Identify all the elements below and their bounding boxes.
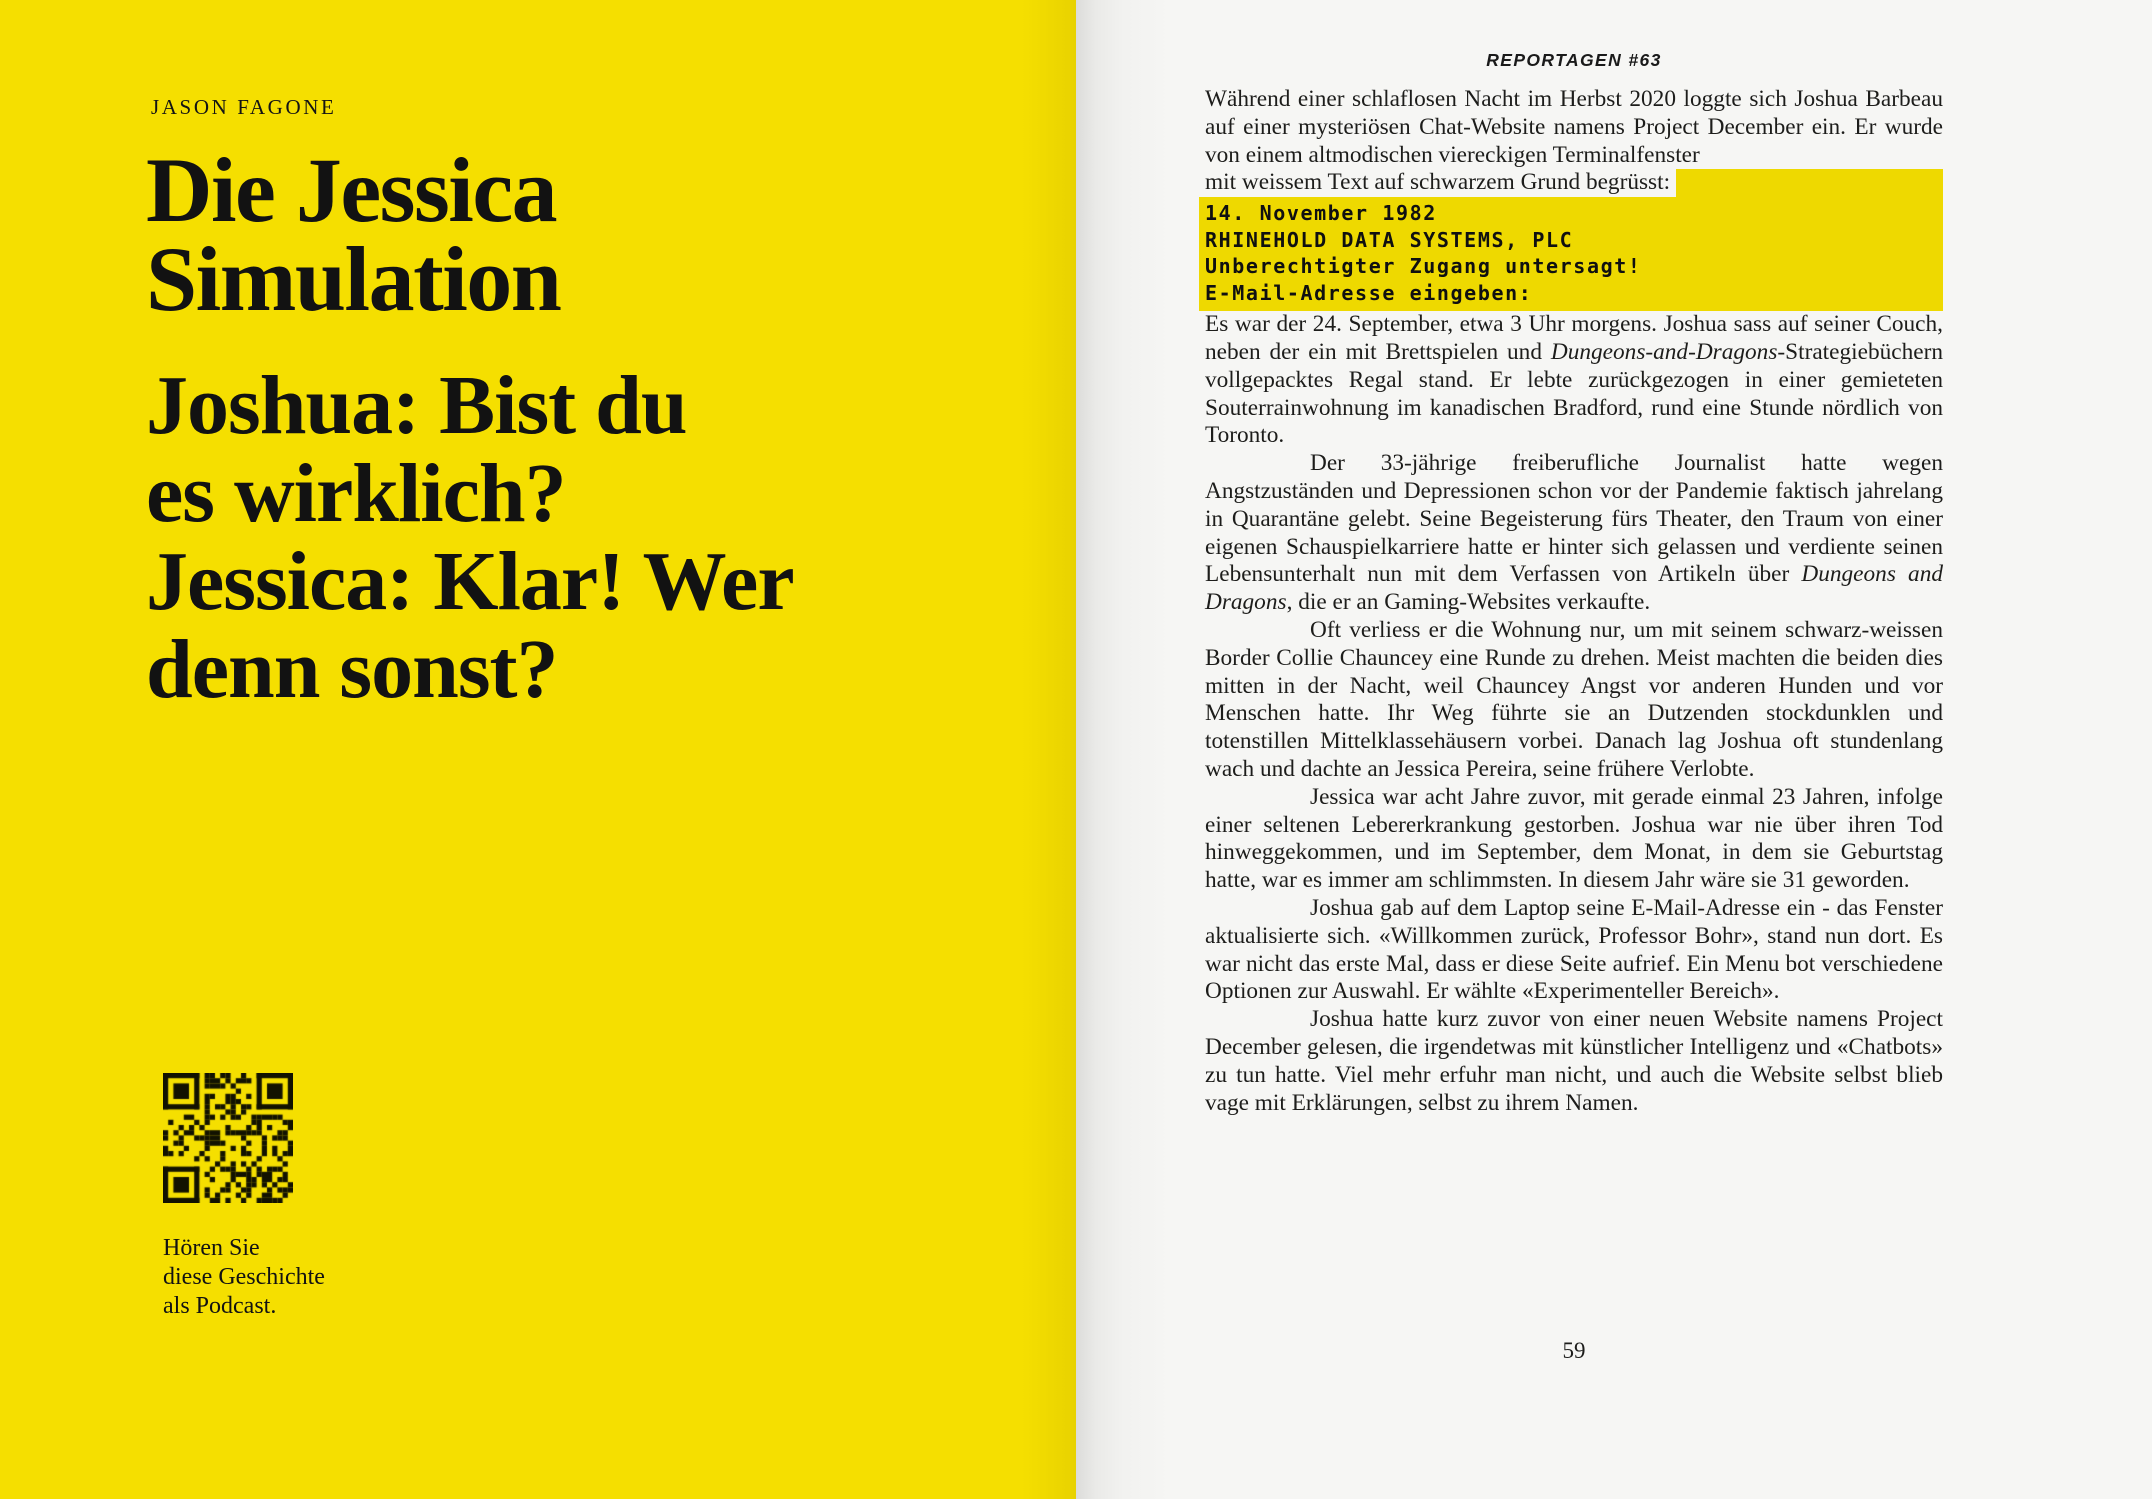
paragraph [1205, 1006, 1943, 1117]
article-subtitle-quote [146, 359, 794, 716]
title-line: Die Jessica [146, 139, 557, 241]
title-line: Simulation [146, 228, 561, 330]
qr-code-icon [163, 1073, 293, 1203]
podcast-note-line: als Podcast. [163, 1293, 277, 1319]
author-name: JASON FAGONE [151, 95, 337, 119]
text: Jessica war acht Jahre zuvor, mit gerade einmal 23 Jahren, infolge einer seltenen Lebererkrankung gestorben. Joshua war nie über ihren Tod hinweggekommen, und im September, dem Monat, in dem sie Geburtstag hatte, war es immer am schlimmsten. In diesem Jahr wäre sie 31 geworden. [1205, 783, 1943, 894]
text: Der 33-jährige freiberufliche Journalist hatte wegen Angstzuständen und Depressionen schon vor der Pandemie faktisch jahrelang in Quarantäne gelebt. Seine Begeisterung fürs Theater, den Traum von einer eigenen Schauspielkarriere hatte er hinter sich gelassen und verdiente seinen Lebensunterhalt nun mit dem Verfassen von Artikeln über [1205, 450, 1943, 588]
text: Es war der 24. September, etwa 3 Uhr morgens. Joshua sass auf seiner Couch, neben der ein mit Brettspielen und [1205, 311, 1943, 365]
subtitle-line: Joshua: Bist du [146, 359, 687, 452]
paragraph [1205, 311, 1943, 450]
podcast-note-line: diese Geschichte [163, 1264, 325, 1290]
terminal-line: E-Mail-Adresse eingeben: [1205, 280, 1533, 305]
paragraph [1205, 895, 1943, 1006]
terminal-line: 14. November 1982 [1205, 201, 1437, 226]
paragraph: Während einer schlaflosen Nacht im Herbst 2020 loggte sich Joshua Barbeau auf einer mysteriösen Chat-Website namens Project December ein. Er wurde von einem altmodischen viereckigen Terminalfenster [1205, 86, 1943, 168]
text: Oft verliess er die Wohnung nur, um mit seinem schwarz-weissen Border Collie Chauncey eine Runde zu drehen. Meist machten die beiden dies mitten in der Nacht, weil Chauncey Angst vor anderen Hunden und vor Menschen hatte. Ihr Weg führte sie an Dutzenden stockdunklen und totenstillen Mittelklassehäusern vorbei. Danach lag Joshua oft stundenlang wach und dachte an Jessica Pereira, seine frühere Verlobte. [1205, 616, 1943, 782]
paragraph-lastline-with-highlight [1205, 169, 1943, 197]
italic-text: Dungeons-and-Dragons- [1550, 338, 1786, 365]
podcast-note [163, 1234, 325, 1321]
terminal-highlight-block [1199, 197, 1943, 311]
paragraph-text: mit weissem Text auf schwarzem Grund begrüsst: [1205, 169, 1671, 196]
page-number: 59 [1562, 1338, 1586, 1363]
terminal-line: Unberechtigter Zugang untersagt! [1205, 254, 1642, 279]
text: Joshua hatte kurz zuvor von einer neuen Website namens Project December gelesen, die irgendetwas mit künstlicher Intelligenz und «Chatbots» zu tun hatte. Viel mehr erfuhr man nicht, und auch die Website selbst blieb vage mit Erklärungen, selbst zu ihrem Namen. [1205, 1006, 1943, 1116]
terminal-line: RHINEHOLD DATA SYSTEMS, PLC [1205, 227, 1574, 252]
subtitle-line: Jessica: Klar! Wer [146, 535, 794, 628]
highlight-fill [1676, 169, 1943, 197]
article-title [146, 139, 561, 330]
text: , die er an Gaming-Websites verkaufte. [1286, 589, 1651, 616]
paragraph [1205, 617, 1943, 784]
article-body [1205, 86, 1943, 1117]
podcast-note-line: Hören Sie [163, 1235, 260, 1261]
paragraph [1205, 450, 1943, 617]
text: Joshua gab auf dem Laptop seine E-Mail-Adresse ein - das Fenster aktualisierte sich. «Willkommen zurück, Professor Bohr», stand nun dort. Es war nicht das erste Mal, dass er diese Seite aufrief. Ein Menu bot verschiedene Optionen zur Auswahl. Er wählte «Experimenteller Bereich». [1205, 894, 1943, 1005]
running-head: REPORTAGEN #63 [1486, 50, 1662, 70]
text: Strategiebüchern vollgepacktes Regal stand. Er lebte zurückgezogen in einer gemieteten Souterrainwohnung im kanadischen Bradford, rund eine Stunde nördlich von Toronto. [1205, 338, 1943, 449]
article-text-page [1076, 0, 2152, 1499]
subtitle-line: denn sonst? [146, 623, 558, 716]
paragraph [1205, 784, 1943, 895]
italic-text: Dungeons and Dragons [1205, 561, 1943, 616]
paragraph-container [1205, 311, 1943, 1117]
subtitle-line: es wirklich? [146, 447, 566, 540]
